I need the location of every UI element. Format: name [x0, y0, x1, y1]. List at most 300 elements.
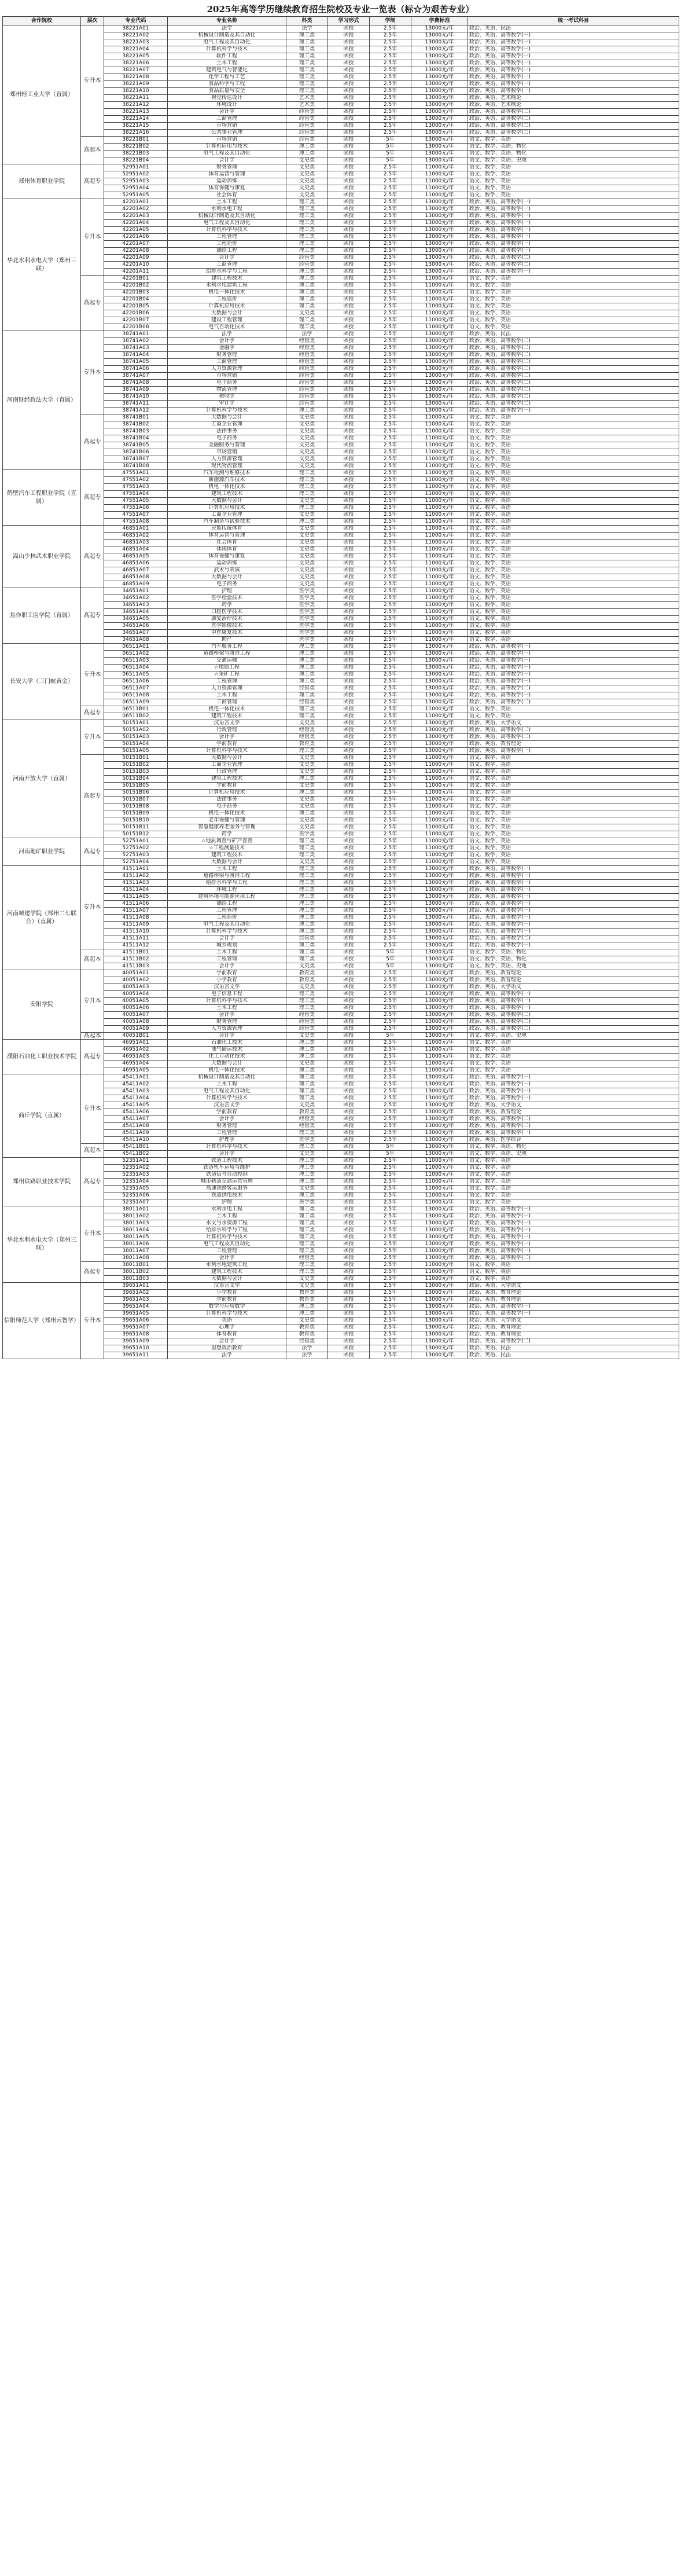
study-form-cell: 函授: [328, 380, 370, 387]
category-cell: 理工类: [286, 46, 328, 53]
study-form-cell: 函授: [328, 401, 370, 408]
study-form-cell: 函授: [328, 595, 370, 602]
major-name-cell: 测绘工程: [168, 901, 286, 908]
category-cell: 文史类: [286, 185, 328, 192]
major-code-cell: 06511A02: [104, 651, 168, 658]
major-code-cell: 50151B05: [104, 783, 168, 790]
table-row: [3, 1005, 679, 1012]
table-row: [3, 678, 679, 685]
study-form-cell: 函授: [328, 449, 370, 456]
duration-cell: 2.5年: [370, 123, 411, 130]
major-code-cell: 42201A02: [104, 206, 168, 213]
study-form-cell: 函授: [328, 699, 370, 706]
study-form-cell: 函授: [328, 442, 370, 449]
duration-cell: 2.5年: [370, 935, 411, 942]
duration-cell: 5年: [370, 157, 411, 164]
table-row: [3, 289, 679, 296]
study-form-cell: 函授: [328, 1123, 370, 1130]
category-cell: 经管类: [286, 359, 328, 366]
study-form-cell: 函授: [328, 1352, 370, 1359]
major-name-cell: 财务管理: [168, 164, 286, 171]
table-row: [3, 317, 679, 324]
duration-cell: 2.5年: [370, 213, 411, 220]
major-code-cell: 47551A02: [104, 477, 168, 484]
major-name-cell: 汽车检测与维修技术: [168, 470, 286, 477]
level-cell: 专升本: [81, 199, 104, 276]
category-cell: 理工类: [286, 53, 328, 60]
exam-subjects-cell: 语文、数学、英语: [468, 817, 679, 824]
major-name-cell: 中医康复技术: [168, 630, 286, 637]
exam-subjects-cell: 政治、英语、高等数学(二): [468, 1123, 679, 1130]
major-code-cell: 42201A10: [104, 262, 168, 269]
major-name-cell: 计算机应用技术: [168, 505, 286, 512]
major-code-cell: 52751A04: [104, 859, 168, 866]
table-row: [3, 602, 679, 609]
category-cell: 经管类: [286, 387, 328, 394]
major-name-cell: 水利水电工程: [168, 206, 286, 213]
level-cell: 高起专: [81, 526, 104, 588]
duration-cell: 2.5年: [370, 692, 411, 699]
category-cell: 文史类: [286, 1283, 328, 1290]
major-code-cell: 34651A02: [104, 595, 168, 602]
major-name-cell: 建筑工程技术: [168, 491, 286, 498]
major-code-cell: 38221A10: [104, 88, 168, 95]
tuition-cell: 13000元/年: [411, 956, 468, 963]
tuition-cell: 13000元/年: [411, 220, 468, 227]
major-code-cell: 41511B01: [104, 949, 168, 956]
duration-cell: 2.5年: [370, 574, 411, 581]
school-name-cell: 安阳学院: [3, 970, 81, 1040]
study-form-cell: 函授: [328, 53, 370, 60]
category-cell: 文史类: [286, 581, 328, 588]
study-form-cell: 函授: [328, 241, 370, 248]
study-form-cell: 函授: [328, 60, 370, 67]
table-row: [3, 560, 679, 567]
exam-subjects-cell: 政治、英语、高等数学(二): [468, 109, 679, 116]
study-form-cell: 函授: [328, 838, 370, 845]
major-name-cell: 助产: [168, 637, 286, 644]
duration-cell: 2.5年: [370, 560, 411, 567]
category-cell: 理工类: [286, 317, 328, 324]
major-code-cell: 38741A08: [104, 380, 168, 387]
duration-cell: 2.5年: [370, 1290, 411, 1297]
exam-subjects-cell: 语文、数学、英语: [468, 137, 679, 144]
major-name-cell: 电气工程及其自动化: [168, 39, 286, 46]
exam-subjects-cell: 语文、数学、英语: [468, 449, 679, 456]
major-name-cell: 护理: [168, 588, 286, 595]
table-row: [3, 144, 679, 151]
study-form-cell: 函授: [328, 498, 370, 505]
category-cell: 文史类: [286, 859, 328, 866]
duration-cell: 2.5年: [370, 88, 411, 95]
exam-subjects-cell: 语文、数学、英语: [468, 623, 679, 630]
level-cell: 高起专: [81, 276, 104, 331]
study-form-cell: 函授: [328, 1179, 370, 1186]
major-name-cell: 电气工程及其自动化: [168, 220, 286, 227]
duration-cell: 2.5年: [370, 248, 411, 255]
exam-subjects-cell: 语文、数学、英语: [468, 1054, 679, 1061]
major-name-cell: 汉语言文学: [168, 1283, 286, 1290]
study-form-cell: 函授: [328, 324, 370, 331]
duration-cell: 2.5年: [370, 1095, 411, 1102]
table-row: [3, 352, 679, 359]
exam-subjects-cell: 政治、英语、高等数学(一): [468, 60, 679, 67]
study-form-cell: 函授: [328, 1054, 370, 1061]
major-name-cell: 休闲体育: [168, 546, 286, 553]
duration-cell: 2.5年: [370, 1109, 411, 1116]
major-code-cell: 39651A02: [104, 1290, 168, 1297]
level-cell: 高起专: [81, 414, 104, 470]
column-header: 学制: [370, 17, 411, 25]
tuition-cell: 13000元/年: [411, 1311, 468, 1318]
category-cell: 经管类: [286, 373, 328, 380]
exam-subjects-cell: 语文、数学、英语: [468, 1158, 679, 1165]
tuition-cell: 13000元/年: [411, 658, 468, 665]
column-header: 科类: [286, 17, 328, 25]
exam-subjects-cell: 语文、数学、英语: [468, 442, 679, 449]
table-row: [3, 1206, 679, 1213]
major-code-cell: 41511A03: [104, 880, 168, 887]
table-row: [3, 880, 679, 887]
school-name-cell: 华北水利水电大学（郑州三联）: [3, 1206, 81, 1283]
duration-cell: 2.5年: [370, 984, 411, 991]
exam-subjects-cell: 政治、英语、民法: [468, 331, 679, 338]
exam-subjects-cell: 政治、英语、高等数学(一): [468, 880, 679, 887]
major-name-cell: 金融服务与管理: [168, 442, 286, 449]
exam-subjects-cell: 语文、数学、英语: [468, 838, 679, 845]
study-form-cell: 函授: [328, 303, 370, 310]
study-form-cell: 函授: [328, 428, 370, 435]
major-name-cell: 电子信息工程: [168, 991, 286, 998]
category-cell: 经管类: [286, 1019, 328, 1026]
table-row: [3, 414, 679, 421]
major-code-cell: 42201A05: [104, 227, 168, 234]
exam-subjects-cell: 政治、英语、教育理论: [468, 977, 679, 984]
tuition-cell: 13000元/年: [411, 1019, 468, 1026]
major-code-cell: 38011A06: [104, 1241, 168, 1248]
tuition-cell: 13000元/年: [411, 116, 468, 123]
duration-cell: 2.5年: [370, 887, 411, 894]
level-cell: 专升本: [81, 1206, 104, 1262]
study-form-cell: 函授: [328, 1088, 370, 1095]
duration-cell: 2.5年: [370, 387, 411, 394]
study-form-cell: 函授: [328, 144, 370, 151]
category-cell: 经管类: [286, 352, 328, 359]
exam-subjects-cell: 语文、数学、英语: [468, 1061, 679, 1067]
tuition-cell: 11000元/年: [411, 609, 468, 616]
table-row: [3, 1067, 679, 1074]
duration-cell: 2.5年: [370, 1186, 411, 1192]
exam-subjects-cell: 语文、数学、英语、物化: [468, 949, 679, 956]
major-code-cell: 52351A06: [104, 1192, 168, 1199]
table-row: [3, 1137, 679, 1144]
exam-subjects-cell: 政治、英语、高等数学(一): [468, 1005, 679, 1012]
exam-subjects-cell: 语文、数学、英语: [468, 824, 679, 831]
duration-cell: 2.5年: [370, 540, 411, 546]
category-cell: 理工类: [286, 956, 328, 963]
exam-subjects-cell: 政治、英语、医学综合: [468, 1137, 679, 1144]
major-code-cell: 38741A09: [104, 387, 168, 394]
category-cell: 文史类: [286, 1186, 328, 1192]
duration-cell: 2.5年: [370, 838, 411, 845]
duration-cell: 2.5年: [370, 769, 411, 776]
duration-cell: 2.5年: [370, 1123, 411, 1130]
table-row: [3, 192, 679, 199]
table-row: [3, 1088, 679, 1095]
category-cell: 经管类: [286, 262, 328, 269]
major-code-cell: 46951A01: [104, 1040, 168, 1047]
major-code-cell: 40051A06: [104, 1005, 168, 1012]
study-form-cell: 函授: [328, 1116, 370, 1123]
exam-subjects-cell: 政治、英语、高等数学(二): [468, 401, 679, 408]
tuition-cell: 13000元/年: [411, 671, 468, 678]
major-code-cell: 38011B03: [104, 1276, 168, 1283]
major-name-cell: 电气工程及其自动化: [168, 1088, 286, 1095]
major-code-cell: 52951A04: [104, 185, 168, 192]
category-cell: 理工类: [286, 880, 328, 887]
exam-subjects-cell: 语文、数学、英语: [468, 428, 679, 435]
table-row: [3, 1262, 679, 1269]
exam-subjects-cell: 政治、英语、高等数学(一): [468, 46, 679, 53]
level-cell: 专升本: [81, 1074, 104, 1144]
exam-subjects-cell: 语文、数学、英语: [468, 519, 679, 526]
tuition-cell: 13000元/年: [411, 1144, 468, 1151]
major-name-cell: 会计学: [168, 338, 286, 345]
major-code-cell: 38221A12: [104, 102, 168, 109]
table-row: [3, 1165, 679, 1172]
category-cell: 理工类: [286, 706, 328, 713]
table-row: [3, 1172, 679, 1179]
duration-cell: 2.5年: [370, 1227, 411, 1234]
table-row: [3, 720, 679, 727]
study-form-cell: 函授: [328, 533, 370, 540]
category-cell: 理工类: [286, 915, 328, 922]
exam-subjects-cell: 政治、英语、民法: [468, 1352, 679, 1359]
table-row: [3, 671, 679, 678]
tuition-cell: 11000元/年: [411, 602, 468, 609]
table-row: [3, 46, 679, 53]
major-name-cell: 工程管理: [168, 234, 286, 241]
major-name-cell: 工商企业管理: [168, 421, 286, 428]
tuition-cell: 13000元/年: [411, 74, 468, 81]
level-cell: 专升本: [81, 970, 104, 1033]
major-name-cell: 学前教育: [168, 970, 286, 977]
duration-cell: 2.5年: [370, 1130, 411, 1137]
tuition-cell: 11000元/年: [411, 1165, 468, 1172]
major-name-cell: 建筑工程技术: [168, 1269, 286, 1276]
duration-cell: 2.5年: [370, 512, 411, 519]
major-code-cell: 38741A01: [104, 331, 168, 338]
exam-subjects-cell: 语文、数学、英语、物化: [468, 151, 679, 157]
major-name-cell: 会计学: [168, 1033, 286, 1040]
tuition-cell: 11000元/年: [411, 505, 468, 512]
category-cell: 文史类: [286, 574, 328, 581]
exam-subjects-cell: 政治、英语、教育理论: [468, 741, 679, 748]
duration-cell: 2.5年: [370, 435, 411, 442]
tuition-cell: 13000元/年: [411, 60, 468, 67]
tuition-cell: 11000元/年: [411, 776, 468, 783]
tuition-cell: 11000元/年: [411, 164, 468, 171]
tuition-cell: 13000元/年: [411, 1234, 468, 1241]
tuition-cell: 11000元/年: [411, 289, 468, 296]
major-name-cell: 智慧健康养老服务与管理: [168, 824, 286, 831]
table-row: [3, 1276, 679, 1283]
tuition-cell: 13000元/年: [411, 1297, 468, 1304]
duration-cell: 2.5年: [370, 1234, 411, 1241]
major-name-cell: 机械设计制造及其自动化: [168, 1074, 286, 1081]
table-row: [3, 25, 679, 32]
study-form-cell: 函授: [328, 574, 370, 581]
major-name-cell: ☆地质工程: [168, 665, 286, 671]
duration-cell: 2.5年: [370, 817, 411, 824]
major-name-cell: 学前教育: [168, 1109, 286, 1116]
table-row: [3, 366, 679, 373]
table-row: [3, 1109, 679, 1116]
study-form-cell: 函授: [328, 817, 370, 824]
tuition-cell: 13000元/年: [411, 1026, 468, 1033]
duration-cell: 2.5年: [370, 665, 411, 671]
duration-cell: 2.5年: [370, 1137, 411, 1144]
major-code-cell: 39651A01: [104, 1283, 168, 1290]
table-row: [3, 942, 679, 949]
table-row: [3, 282, 679, 289]
table-row: [3, 748, 679, 755]
duration-cell: 2.5年: [370, 394, 411, 401]
study-form-cell: 函授: [328, 373, 370, 380]
major-code-cell: 06511A01: [104, 644, 168, 651]
major-code-cell: 45411A01: [104, 1074, 168, 1081]
table-row: [3, 185, 679, 192]
major-code-cell: 50151B08: [104, 803, 168, 810]
table-row: [3, 484, 679, 491]
major-code-cell: 45411A05: [104, 1102, 168, 1109]
major-name-cell: 会计学: [168, 935, 286, 942]
table-row: [3, 706, 679, 713]
study-form-cell: 函授: [328, 1109, 370, 1116]
level-cell: 专升本: [81, 866, 104, 949]
major-code-cell: 38741A11: [104, 401, 168, 408]
study-form-cell: 函授: [328, 783, 370, 790]
study-form-cell: 函授: [328, 991, 370, 998]
category-cell: 经管类: [286, 699, 328, 706]
table-row: [3, 1248, 679, 1255]
category-cell: 理工类: [286, 942, 328, 949]
study-form-cell: 函授: [328, 1213, 370, 1220]
table-row: [3, 262, 679, 269]
category-cell: 法学: [286, 1345, 328, 1352]
major-code-cell: 46851A05: [104, 553, 168, 560]
category-cell: 理工类: [286, 276, 328, 282]
major-name-cell: 工程管理: [168, 956, 286, 963]
study-form-cell: 函授: [328, 1345, 370, 1352]
major-name-cell: 会计学: [168, 1151, 286, 1158]
exam-subjects-cell: 语文、数学、英语: [468, 1047, 679, 1054]
tuition-cell: 13000元/年: [411, 880, 468, 887]
tuition-cell: 13000元/年: [411, 922, 468, 929]
major-name-cell: 食品科学与工程: [168, 81, 286, 88]
tuition-cell: 11000元/年: [411, 498, 468, 505]
category-cell: 文史类: [286, 803, 328, 810]
major-name-cell: 化工自动化技术: [168, 1054, 286, 1061]
duration-cell: 2.5年: [370, 942, 411, 949]
major-code-cell: 45411A04: [104, 1095, 168, 1102]
exam-subjects-cell: 语文、数学、英语: [468, 505, 679, 512]
table-row: [3, 540, 679, 546]
exam-subjects-cell: 政治、英语、高等数学(二): [468, 935, 679, 942]
table-row: [3, 442, 679, 449]
duration-cell: 2.5年: [370, 595, 411, 602]
duration-cell: 2.5年: [370, 894, 411, 901]
major-code-cell: 47551A08: [104, 519, 168, 526]
exam-subjects-cell: 语文、数学、英语: [468, 706, 679, 713]
category-cell: 理工类: [286, 1040, 328, 1047]
level-cell: 专升本: [81, 25, 104, 137]
major-code-cell: 45411A10: [104, 1137, 168, 1144]
exam-subjects-cell: 政治、英语、高等数学(二): [468, 1019, 679, 1026]
duration-cell: 2.5年: [370, 644, 411, 651]
tuition-cell: 13000元/年: [411, 366, 468, 373]
category-cell: 文史类: [286, 498, 328, 505]
exam-subjects-cell: 政治、英语、高等数学(二): [468, 727, 679, 734]
tuition-cell: 13000元/年: [411, 39, 468, 46]
major-name-cell: 医学影像技术: [168, 623, 286, 630]
major-name-cell: 铁道信号自动控制: [168, 1172, 286, 1179]
exam-subjects-cell: 政治、英语、高等数学(一): [468, 1227, 679, 1234]
category-cell: 医学类: [286, 1137, 328, 1144]
table-row: [3, 1026, 679, 1033]
major-code-cell: 50151A03: [104, 734, 168, 741]
major-name-cell: 计算机科学与技术: [168, 929, 286, 935]
duration-cell: 2.5年: [370, 373, 411, 380]
exam-subjects-cell: 政治、英语、高等数学(一): [468, 644, 679, 651]
major-name-cell: 体育保健与康复: [168, 185, 286, 192]
major-code-cell: 38011A04: [104, 1227, 168, 1234]
major-code-cell: 34651A07: [104, 630, 168, 637]
major-name-cell: 法学: [168, 1352, 286, 1359]
category-cell: 理工类: [286, 692, 328, 699]
category-cell: 经管类: [286, 401, 328, 408]
category-cell: 经管类: [286, 380, 328, 387]
study-form-cell: 函授: [328, 387, 370, 394]
duration-cell: 2.5年: [370, 303, 411, 310]
duration-cell: 2.5年: [370, 609, 411, 616]
duration-cell: 2.5年: [370, 1318, 411, 1324]
exam-subjects-cell: 政治、英语、高等数学(一): [468, 658, 679, 665]
table-row: [3, 1054, 679, 1061]
exam-subjects-cell: 政治、英语、民法: [468, 25, 679, 32]
category-cell: 理工类: [286, 810, 328, 817]
major-name-cell: 环境工程: [168, 887, 286, 894]
exam-subjects-cell: 政治、英语、高等数学(一): [468, 1234, 679, 1241]
major-code-cell: 46851A02: [104, 533, 168, 540]
major-name-cell: 机电一体化技术: [168, 810, 286, 817]
tuition-cell: 13000元/年: [411, 1338, 468, 1345]
tuition-cell: 11000元/年: [411, 192, 468, 199]
table-row: [3, 831, 679, 838]
exam-subjects-cell: 政治、英语、高等数学(一): [468, 692, 679, 699]
category-cell: 经管类: [286, 1255, 328, 1262]
exam-subjects-cell: 政治、英语、高等数学(二): [468, 123, 679, 130]
major-code-cell: 52351A04: [104, 1179, 168, 1186]
major-name-cell: 机电一体化技术: [168, 484, 286, 491]
study-form-cell: 函授: [328, 665, 370, 671]
tuition-cell: 13000元/年: [411, 1290, 468, 1297]
table-row: [3, 1220, 679, 1227]
major-code-cell: 38221A06: [104, 60, 168, 67]
exam-subjects-cell: 语文、数学、英语: [468, 790, 679, 797]
major-code-cell: 38221A15: [104, 123, 168, 130]
duration-cell: 2.5年: [370, 727, 411, 734]
